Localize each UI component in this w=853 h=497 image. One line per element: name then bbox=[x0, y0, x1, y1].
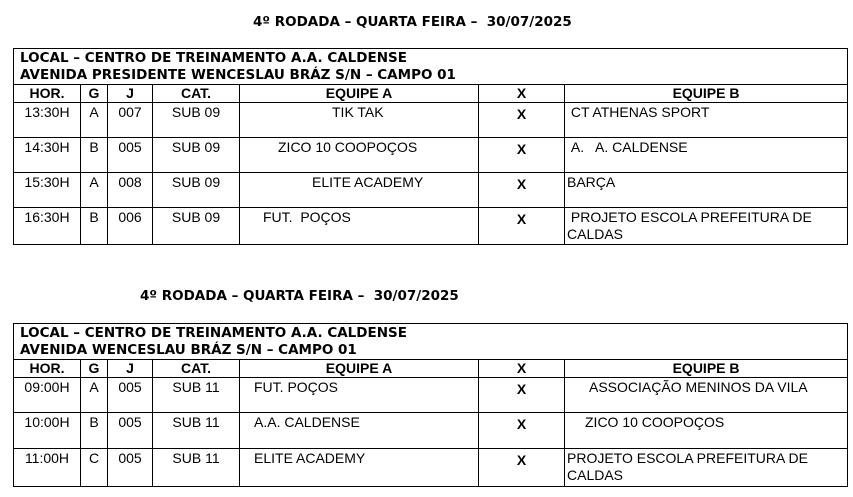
team-a: TIK TAK bbox=[240, 103, 479, 138]
versus-mark: X bbox=[479, 103, 565, 138]
versus-mark: X bbox=[479, 208, 565, 245]
header-cat: CAT. bbox=[153, 85, 240, 103]
header-row bbox=[14, 85, 848, 103]
versus-mark: X bbox=[479, 138, 565, 173]
match-category: SUB 11 bbox=[153, 378, 240, 413]
section-1-title: 4º RODADA – QUARTA FEIRA – 30/07/2025 bbox=[253, 14, 572, 30]
team-b: BARÇA bbox=[565, 173, 848, 208]
location-row bbox=[14, 324, 848, 360]
table-row bbox=[14, 378, 848, 413]
match-game: 005 bbox=[108, 413, 153, 449]
header-g: G bbox=[81, 360, 108, 378]
team-b: ZICO 10 COOPOÇOS bbox=[565, 413, 848, 449]
location-cell bbox=[14, 49, 848, 85]
header-hor: HOR. bbox=[14, 85, 81, 103]
match-game: 005 bbox=[108, 449, 153, 487]
match-group: C bbox=[81, 449, 108, 487]
match-category: SUB 09 bbox=[153, 138, 240, 173]
location-cell bbox=[14, 324, 848, 360]
header-row bbox=[14, 360, 848, 378]
location-name: LOCAL – CENTRO DE TREINAMENTO A.A. CALDENSE bbox=[20, 50, 407, 66]
header-j: J bbox=[108, 85, 153, 103]
header-equipe-a: EQUIPE A bbox=[240, 360, 479, 378]
match-group: A bbox=[81, 378, 108, 413]
table-row bbox=[14, 103, 848, 138]
versus-mark: X bbox=[479, 378, 565, 413]
match-time: 11:00H bbox=[14, 449, 81, 487]
schedule-table-1 bbox=[13, 48, 848, 245]
team-a: FUT. POÇOS bbox=[240, 208, 479, 245]
team-b: PROJETO ESCOLA PREFEITURA DE CALDAS bbox=[565, 208, 848, 245]
team-b: PROJETO ESCOLA PREFEITURA DE CALDAS bbox=[565, 449, 848, 487]
table-row bbox=[14, 449, 848, 487]
schedule-table-2 bbox=[13, 323, 848, 487]
location-name: LOCAL – CENTRO DE TREINAMENTO A.A. CALDENSE bbox=[20, 325, 407, 341]
team-b: A. A. CALDENSE bbox=[565, 138, 848, 173]
team-b: CT ATHENAS SPORT bbox=[565, 103, 848, 138]
versus-mark: X bbox=[479, 413, 565, 449]
location-address: AVENIDA WENCESLAU BRÁZ S/N – CAMPO 01 bbox=[20, 342, 357, 358]
match-game: 005 bbox=[108, 378, 153, 413]
header-x: X bbox=[479, 85, 565, 103]
team-a: FUT. POÇOS bbox=[240, 378, 479, 413]
team-a: ELITE ACADEMY bbox=[240, 173, 479, 208]
team-a: ELITE ACADEMY bbox=[240, 449, 479, 487]
match-time: 16:30H bbox=[14, 208, 81, 245]
location-row bbox=[14, 49, 848, 85]
team-a: ZICO 10 COOPOÇOS bbox=[240, 138, 479, 173]
section-2-title: 4º RODADA – QUARTA FEIRA – 30/07/2025 bbox=[140, 288, 459, 304]
match-category: SUB 11 bbox=[153, 449, 240, 487]
header-g: G bbox=[81, 85, 108, 103]
match-category: SUB 11 bbox=[153, 413, 240, 449]
match-game: 006 bbox=[108, 208, 153, 245]
header-j: J bbox=[108, 360, 153, 378]
header-equipe-b: EQUIPE B bbox=[565, 85, 848, 103]
header-x: X bbox=[479, 360, 565, 378]
match-category: SUB 09 bbox=[153, 103, 240, 138]
header-hor: HOR. bbox=[14, 360, 81, 378]
versus-mark: X bbox=[479, 173, 565, 208]
match-time: 14:30H bbox=[14, 138, 81, 173]
table-row bbox=[14, 173, 848, 208]
team-b: ASSOCIAÇÃO MENINOS DA VILA bbox=[565, 378, 848, 413]
match-game: 007 bbox=[108, 103, 153, 138]
location-address: AVENIDA PRESIDENTE WENCESLAU BRÁZ S/N – CAMPO 01 bbox=[20, 67, 456, 83]
match-time: 09:00H bbox=[14, 378, 81, 413]
header-cat: CAT. bbox=[153, 360, 240, 378]
table-row bbox=[14, 138, 848, 173]
match-category: SUB 09 bbox=[153, 173, 240, 208]
match-category: SUB 09 bbox=[153, 208, 240, 245]
match-group: A bbox=[81, 103, 108, 138]
match-time: 15:30H bbox=[14, 173, 81, 208]
match-group: B bbox=[81, 413, 108, 449]
header-equipe-a: EQUIPE A bbox=[240, 85, 479, 103]
match-game: 005 bbox=[108, 138, 153, 173]
match-group: B bbox=[81, 208, 108, 245]
table-row bbox=[14, 208, 848, 245]
match-group: A bbox=[81, 173, 108, 208]
match-group: B bbox=[81, 138, 108, 173]
versus-mark: X bbox=[479, 449, 565, 487]
match-time: 10:00H bbox=[14, 413, 81, 449]
match-time: 13:30H bbox=[14, 103, 81, 138]
team-a: A.A. CALDENSE bbox=[240, 413, 479, 449]
header-equipe-b: EQUIPE B bbox=[565, 360, 848, 378]
table-row bbox=[14, 413, 848, 449]
match-game: 008 bbox=[108, 173, 153, 208]
